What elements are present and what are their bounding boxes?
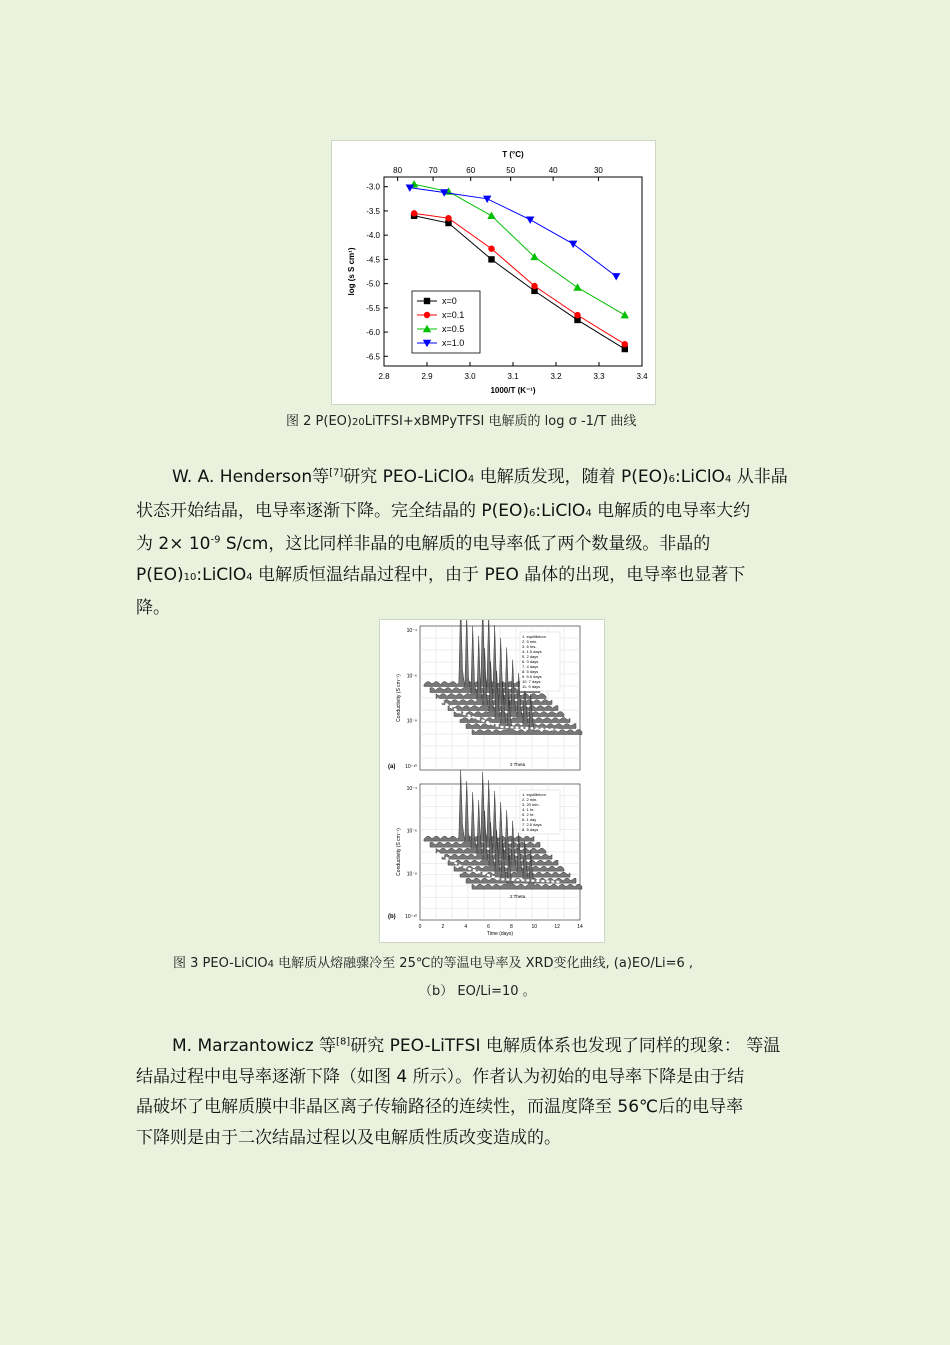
- figure-2-chart: [331, 140, 656, 405]
- legend-label: 5. 2 days: [522, 654, 539, 659]
- y-tick-label: -6.0: [366, 328, 380, 338]
- text-line: M. Marzantowicz 等[8]研究 PEO-LiTFSI 电解质体系也发现了同样的现象： 等温: [172, 1036, 781, 1056]
- legend-label: 3. 6 hrs.: [522, 644, 537, 649]
- top-tick-label: 80: [393, 166, 403, 175]
- x-tick-label: 3.0: [464, 372, 476, 381]
- data-point: [574, 312, 580, 318]
- legend-label: 11. 9 days: [522, 684, 541, 689]
- data-point: [531, 283, 537, 289]
- y-tick-label: -5.5: [366, 303, 380, 313]
- x-tick-label: 12: [554, 924, 560, 930]
- legend-label: 9. 5.5 days: [522, 674, 542, 679]
- data-point: [424, 298, 430, 304]
- y-axis-title: log (s S cm¹): [347, 247, 356, 296]
- y-tick-label: 10⁻⁴: [406, 786, 417, 792]
- x-tick-label: 10: [531, 924, 538, 930]
- caption-text: LiTFSI+xBMPyTFSI 电解质的 log σ -1/T 曲线: [364, 414, 637, 429]
- caption-subscript: 20: [351, 417, 365, 428]
- legend-label: 6. 1 day: [522, 817, 537, 822]
- data-point: [487, 212, 495, 219]
- legend-label: 10. 7 days: [522, 679, 541, 684]
- y-tick-label: 10⁻⁸: [406, 718, 417, 725]
- y-tick-label: 10⁻⁴: [406, 628, 417, 634]
- y-tick-label: -3.0: [366, 182, 380, 192]
- panel-label: (b): [388, 914, 396, 920]
- y-tick-label: -6.5: [366, 352, 380, 362]
- x-tick-label: 3.1: [507, 372, 519, 381]
- top-tick-label: 50: [506, 166, 516, 175]
- data-point: [612, 273, 620, 280]
- x-tick-label: 3.3: [593, 372, 605, 381]
- data-point: [621, 311, 629, 318]
- x-axis-title: Time (days): [486, 931, 514, 937]
- y-tick-label: -4.5: [366, 255, 380, 265]
- legend-label: 1. equilibrium: [522, 634, 546, 639]
- legend-label: 4. 1 hr.: [522, 807, 535, 812]
- y-tick-label: 10⁻⁶: [406, 673, 417, 680]
- legend-label: 3. 20 min.: [522, 802, 540, 807]
- x-tick-label: 3.4: [636, 372, 648, 381]
- x-tick-label: 8: [510, 924, 513, 930]
- data-point: [483, 196, 491, 203]
- y-tick-label: 10⁻¹⁰: [405, 914, 417, 920]
- top-tick-label: 70: [428, 166, 438, 175]
- z-axis-title: 2 Theta: [510, 762, 526, 767]
- legend-label: 2. 2 min.: [522, 797, 538, 802]
- legend-label: 1. equilibrium: [522, 792, 546, 797]
- z-axis-title: 2 Theta: [510, 894, 526, 899]
- legend-label: 7. 2.5 days: [522, 822, 542, 827]
- chart-legend: [412, 291, 480, 353]
- y-tick-label: -5.0: [366, 279, 380, 289]
- paragraph-marzantowicz: [136, 1031, 816, 1153]
- data-point: [569, 241, 577, 248]
- y-tick-label: -4.0: [366, 231, 380, 241]
- data-point: [411, 210, 417, 216]
- legend-label: x=1.0: [442, 338, 465, 348]
- data-point: [622, 341, 628, 347]
- x-tick-label: 4: [464, 924, 468, 930]
- top-tick-label: 60: [466, 166, 476, 175]
- legend-label: 6. 3 days: [522, 659, 539, 664]
- data-point: [488, 256, 494, 262]
- text-line: P(EO)10:LiClO4 电解质恒温结晶过程中，由于 PEO 晶体的出现，电导率也显著下: [136, 564, 746, 585]
- legend-label: 5. 2 hr.: [522, 812, 535, 817]
- x-tick-label: 14: [577, 924, 583, 930]
- x-tick-label: 3.2: [550, 372, 562, 381]
- figure-3-svg: [380, 620, 604, 942]
- panel-label: (a): [388, 764, 396, 770]
- text-line: 结晶过程中电导率逐渐下降（如图 4 所示）。作者认为初始的电导率下降是由于结: [136, 1066, 745, 1087]
- top-axis-title: T (°C): [502, 150, 524, 159]
- figure-3-caption-line2: （b） EO/Li=10 。: [419, 984, 536, 999]
- x-tick-label: 2.8: [378, 372, 390, 381]
- top-tick-label: 40: [548, 166, 558, 175]
- text-line: W. A. Henderson等[7]研究 PEO-LiClO4 电解质发现，随着 P(EO)6:LiClO4 从非晶: [172, 467, 788, 487]
- legend-label: 7. 4 days: [522, 664, 539, 669]
- legend-label: 8. 5 days: [522, 827, 539, 832]
- figure-2-svg: [332, 141, 655, 404]
- y-axis-title: Conductivity (S cm⁻¹): [396, 828, 402, 876]
- legend-label: 2. 5 min.: [522, 639, 538, 644]
- legend-label: x=0.5: [442, 324, 465, 334]
- data-point: [526, 216, 534, 223]
- y-tick-label: 10⁻⁶: [406, 828, 417, 835]
- y-tick-label: 10⁻⁸: [406, 871, 417, 878]
- x-tick-label: 6: [487, 924, 490, 930]
- text-line: 晶破坏了电解质膜中非晶区离子传输路径的连续性，而温度降至 56℃后的电导率: [136, 1097, 744, 1117]
- data-point: [424, 312, 430, 318]
- y-tick-label: -3.5: [366, 206, 380, 216]
- legend-label: 8. 5 days: [522, 669, 539, 674]
- text-line: 降。: [136, 598, 170, 618]
- paragraph-henderson: [136, 462, 816, 624]
- legend-label: x=0.1: [442, 310, 465, 320]
- legend-label: 4. 1.5 days: [522, 649, 542, 654]
- data-point: [488, 246, 494, 252]
- x-tick-label: 2: [441, 924, 445, 930]
- data-point: [573, 283, 581, 290]
- data-point: [445, 215, 451, 221]
- series-line: [410, 188, 616, 277]
- y-axis-title: Conductivity (S cm⁻¹): [396, 674, 402, 722]
- text-line: 为 $2\times 10^{-9}$ S/cm，这比同样非晶的电解质的电导率低了两个数量级。非晶的: [136, 534, 711, 554]
- x-tick-label: 2.9: [421, 372, 433, 381]
- figure-2-caption: [286, 410, 636, 429]
- figure-3-chart: [379, 619, 605, 943]
- legend-label: x=0: [442, 296, 457, 306]
- caption-text: 图 2 P(EO): [286, 414, 352, 429]
- text-line: 状态开始结晶，电导率逐渐下降。完全结晶的 P(EO)6:LiClO4 电解质的电导率大约: [136, 500, 751, 521]
- figure-3-caption-line1: 图 3 PEO-LiClO4 电解质从熔融骤冷至 25℃的等温电导率及 XRD变化曲线, (a)EO/Li=6 ,: [173, 956, 694, 971]
- x-axis-title: 1000/T (K⁻¹): [490, 386, 536, 395]
- top-tick-label: 30: [593, 166, 603, 175]
- y-tick-label: 10⁻¹⁰: [405, 764, 417, 770]
- x-tick-label: 0: [418, 924, 422, 930]
- text-line: 下降则是由于二次结晶过程以及电解质性质改变造成的。: [136, 1127, 561, 1148]
